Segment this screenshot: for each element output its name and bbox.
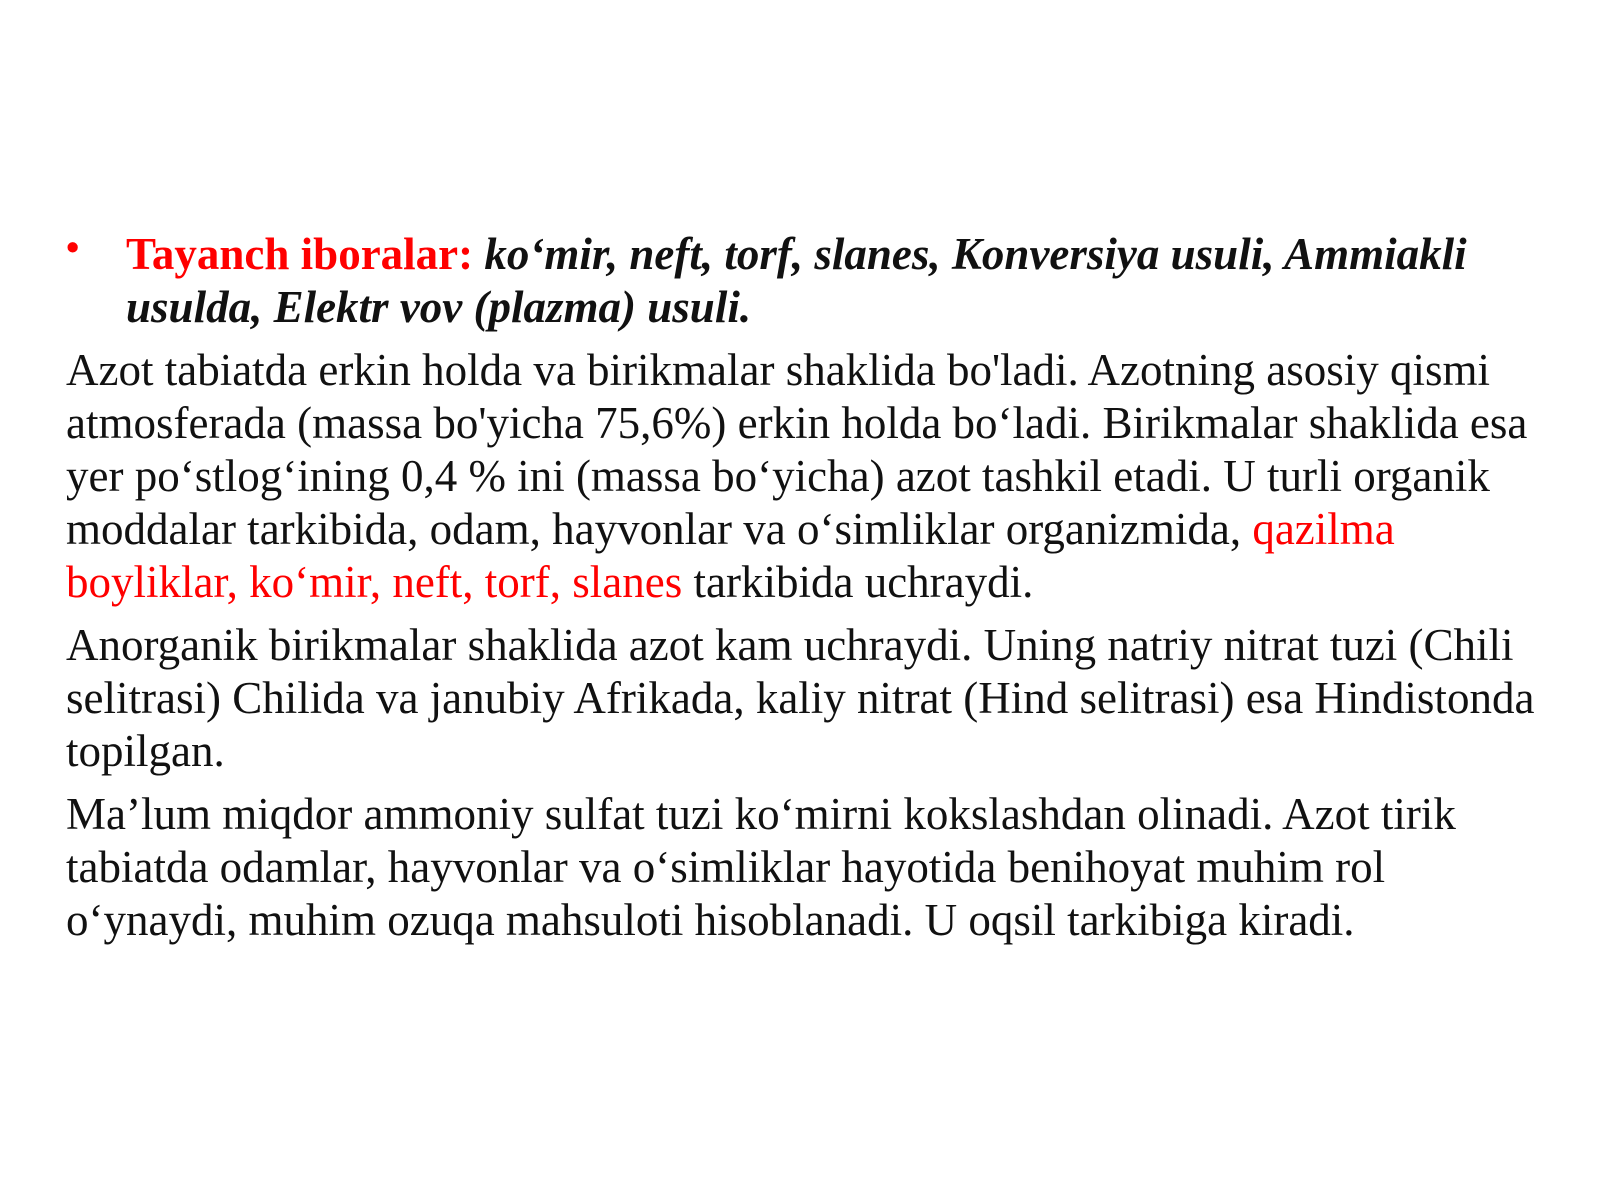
paragraph-2: Anorganik birikmalar shaklida azot kam uchraydi. Uning natriy nitrat tuzi (Chili selitrasi) Chilida va janubiy Afrikada, kaliy nitrat (Hind selitrasi) esa Hindistonda topilgan. [66, 620, 1535, 776]
paragraph-1-text-end: tarkibida uchraydi. [682, 557, 1034, 607]
bullet-icon: • [66, 227, 80, 269]
paragraph-3: Ma’lum miqdor ammoniy sulfat tuzi ko‘mirni kokslashdan olinadi. Azot tirik tabiatda odamlar, hayvonlar va o‘simliklar hayotida benihoyat muhim rol o‘ynaydi, muhim ozuqa mahsuloti hisoblanadi. U oqsil tarkibiga kiradi. [66, 789, 1456, 945]
slide-content [66, 228, 1546, 957]
keywords-terms: ko‘mir, neft, torf, slanes, Konversiya usuli, Ammiakli usulda, Elektr vov (plazma) usuli. [126, 229, 1467, 332]
keywords-label: Tayanch iboralar: [126, 229, 474, 279]
paragraph-1 [66, 344, 1546, 609]
keywords-bullet [66, 228, 1546, 334]
paragraph-1-highlight: qazilma boyliklar, ko‘mir, neft, torf, slanes [66, 504, 1395, 607]
paragraph-1-text-start: Azot tabiatda erkin holda va birikmalar shaklida bo'ladi. Azotning asosiy qismi atmosferada (massa bo'yicha 75,6%) erkin holda bo‘ladi. Birikmalar shaklida esa yer po‘stlog‘ining 0,4 % ini (massa bo‘yicha) azot tashkil etadi. U turli organik moddalar tarkibida, odam, hayvonlar va o‘simliklar organizmida, [66, 345, 1528, 554]
